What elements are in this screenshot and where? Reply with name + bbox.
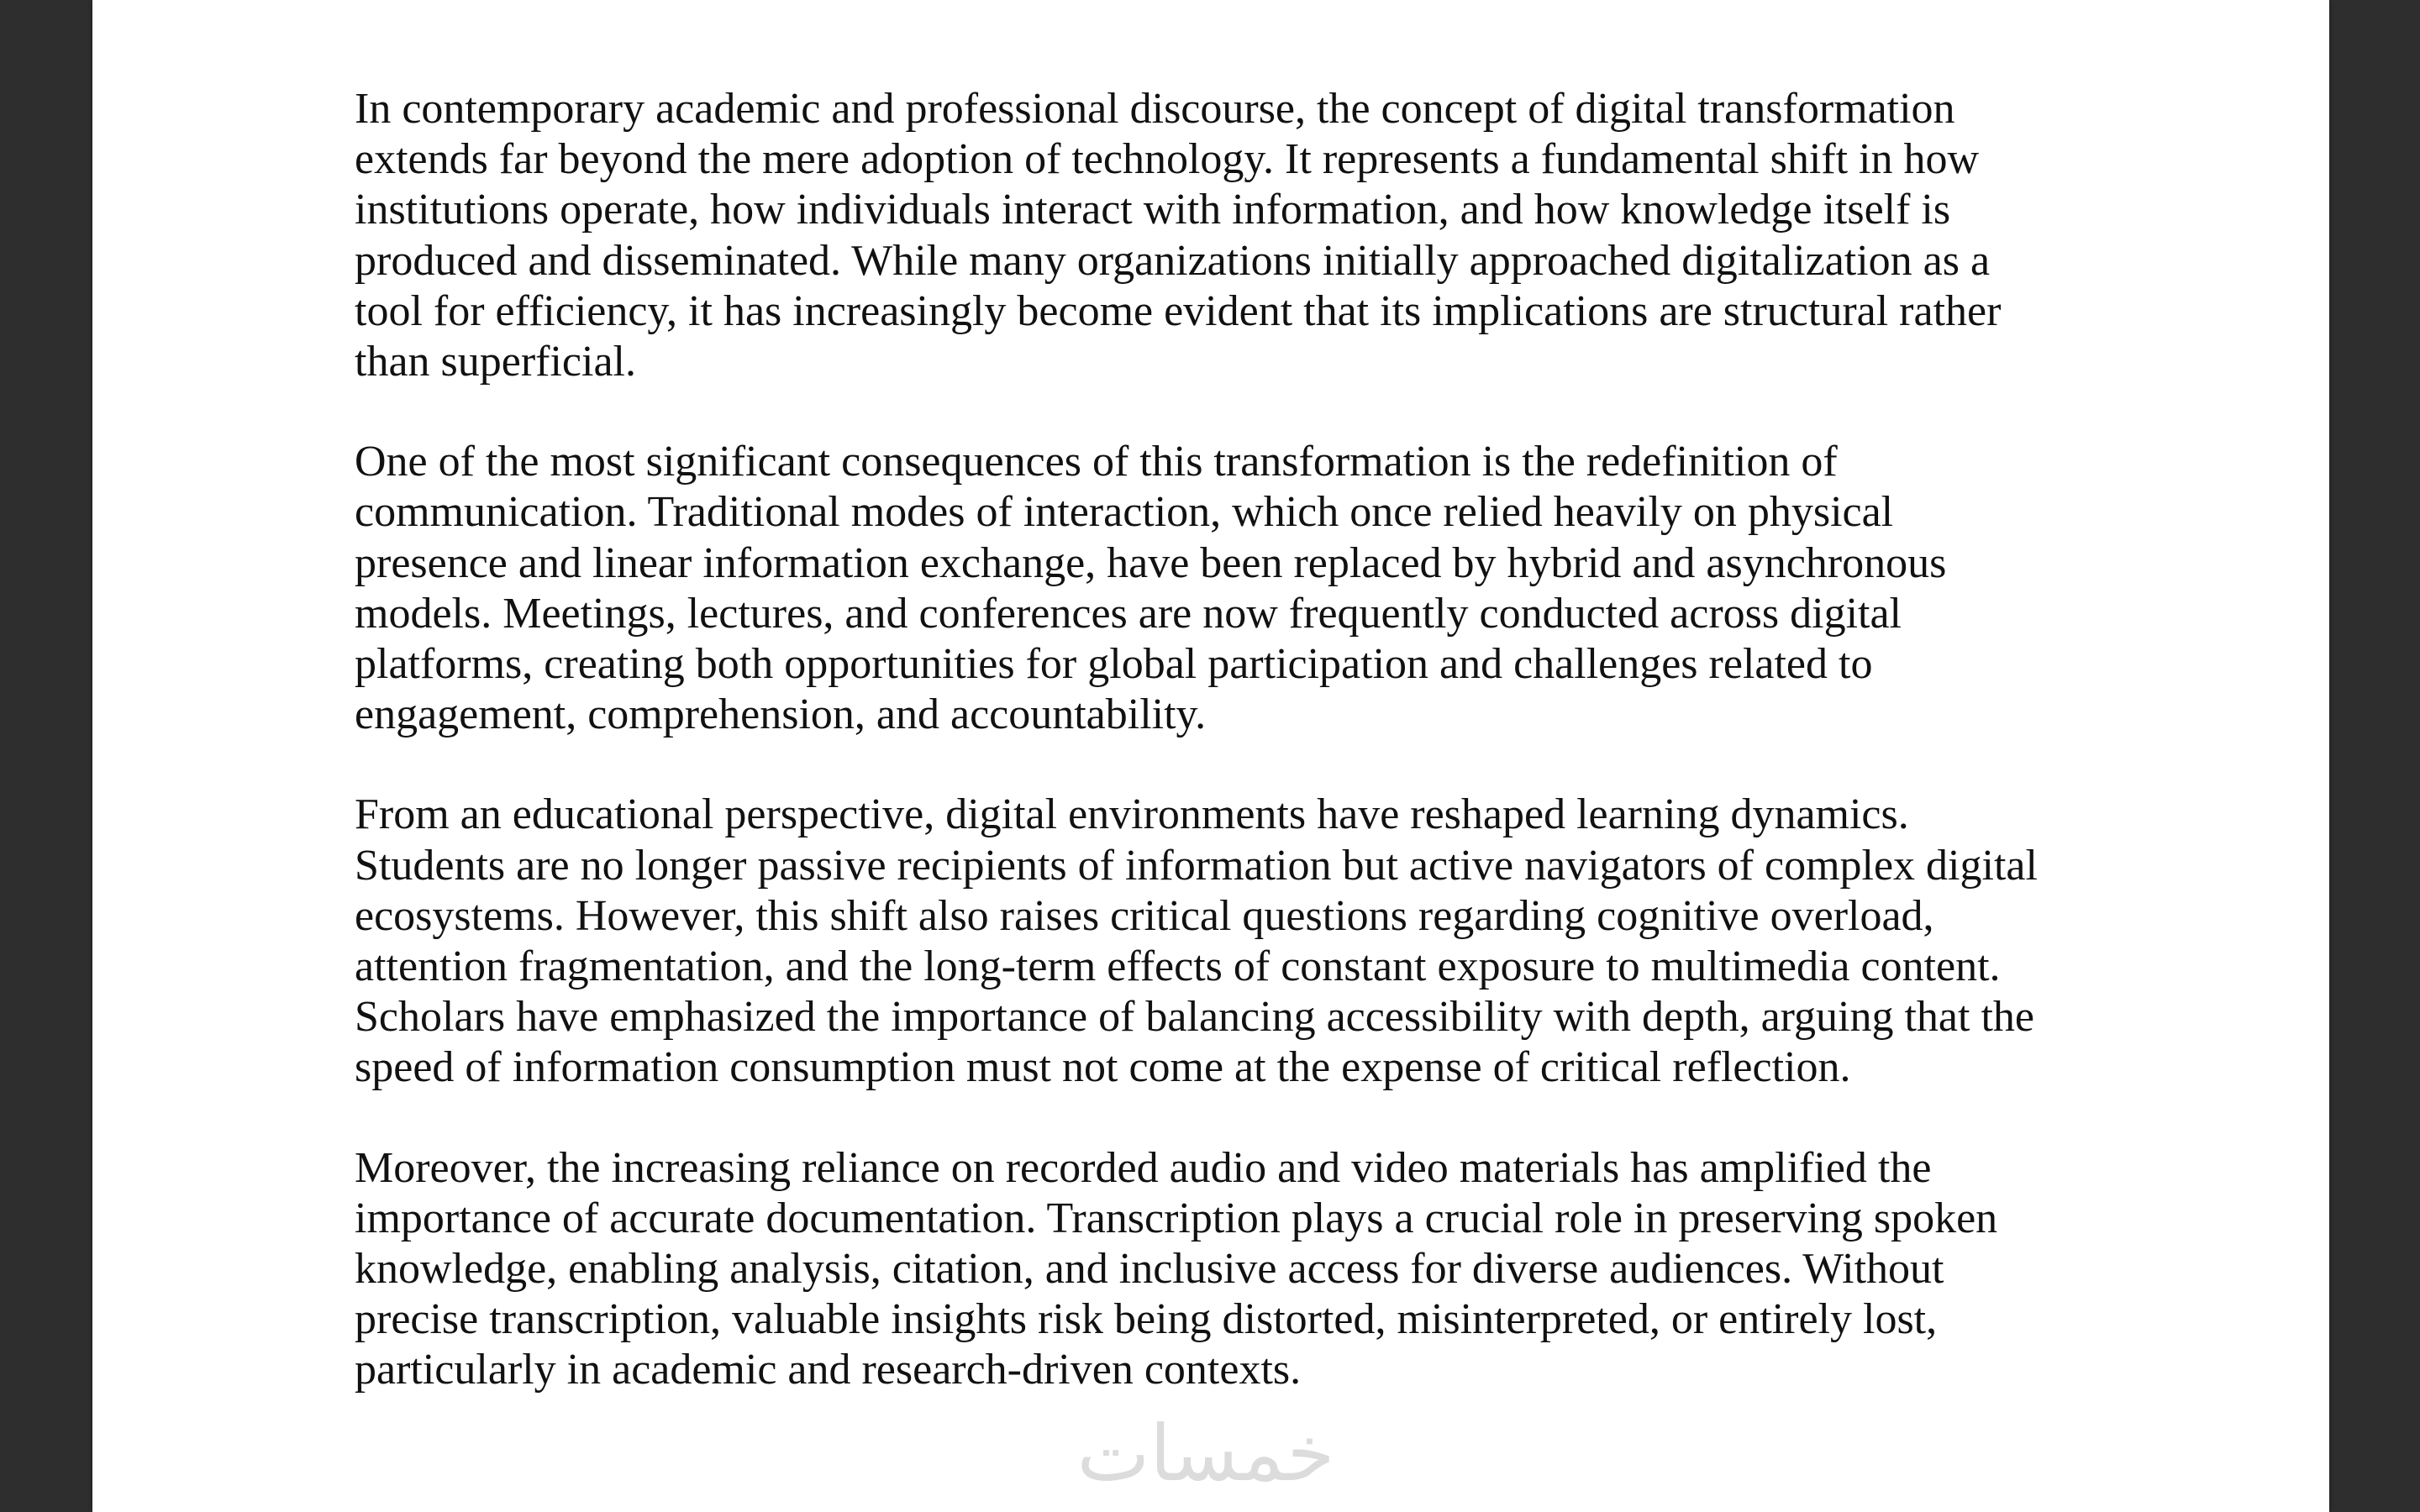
text-line: platforms, creating both opportunities for global participation and challenges related to (355, 640, 1873, 689)
text-line: precise transcription, valuable insights risk being distorted, misinterpreted, or entirely lost, (355, 1295, 1938, 1344)
text-line: attention fragmentation, and the long-term effects of constant exposure to multimedia content. (355, 942, 2001, 991)
text-line: tool for efficiency, it has increasingly become evident that its implications are structural rather (355, 286, 2002, 335)
paragraph-3 (355, 790, 2186, 1093)
document-page (92, 0, 2329, 1512)
text-line: communication. Traditional modes of interaction, which once relied heavily on physical (355, 488, 1894, 537)
text-line: Moreover, the increasing reliance on recorded audio and video materials has amplified the (355, 1143, 1932, 1192)
text-line: One of the most significant consequences of this transformation is the redefinition of (355, 438, 1838, 486)
paragraph-1 (355, 84, 2186, 387)
document-body (355, 84, 2186, 1446)
text-line: From an educational perspective, digital environments have reshaped learning dynamics. (355, 790, 1909, 839)
text-line: particularly in academic and research-driven contexts. (355, 1346, 1302, 1394)
text-line: importance of accurate documentation. Transcription plays a crucial role in preserving spoken (355, 1194, 1998, 1242)
paragraph-4 (355, 1143, 2186, 1396)
text-line: knowledge, enabling analysis, citation, and inclusive access for diverse audiences. Without (355, 1245, 1944, 1294)
text-line: Scholars have emphasized the importance of balancing accessibility with depth, arguing that the (355, 993, 2034, 1042)
paragraph-2 (355, 437, 2186, 740)
text-line: ecosystems. However, this shift also raises critical questions regarding cognitive overload, (355, 891, 1934, 940)
text-line: Students are no longer passive recipients of information but active navigators of complex digital (355, 841, 2038, 890)
text-line: models. Meetings, lectures, and conferences are now frequently conducted across digital (355, 589, 1902, 638)
watermark-logo: خمسات (1076, 1408, 1335, 1499)
text-line: extends far beyond the mere adoption of technology. It represents a fundamental shift in how (355, 135, 1980, 184)
text-line: produced and disseminated. While many organizations initially approached digitalization as a (355, 236, 1991, 285)
text-line: speed of information consumption must not come at the expense of critical reflection. (355, 1043, 1851, 1092)
text-line: than superficial. (355, 338, 636, 386)
text-line: institutions operate, how individuals interact with information, and how knowledge itself is (355, 186, 1951, 234)
text-line: In contemporary academic and professional discourse, the concept of digital transformation (355, 85, 1955, 133)
text-line: engagement, comprehension, and accountability. (355, 690, 1207, 739)
text-line: presence and linear information exchange, have been replaced by hybrid and asynchronous (355, 538, 1947, 587)
